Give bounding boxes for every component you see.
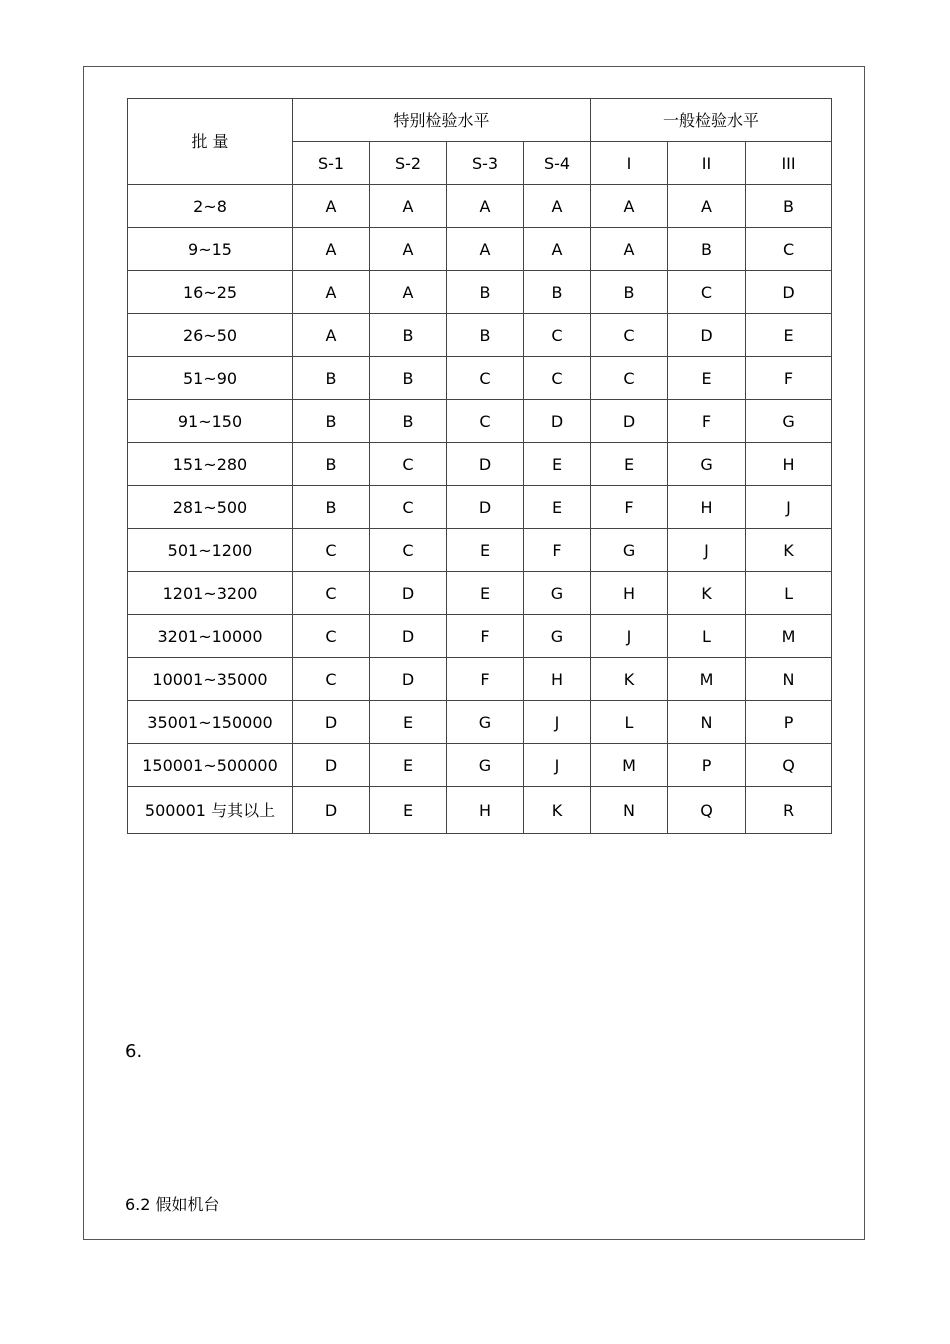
code-letter-cell: P	[668, 744, 746, 787]
code-letter-cell: A	[591, 228, 668, 271]
general-level-group-header: 一般检验水平	[591, 99, 832, 142]
code-letter-cell: D	[591, 400, 668, 443]
code-letter-cell: C	[447, 400, 524, 443]
code-letter-cell: G	[591, 529, 668, 572]
code-letter-cell: A	[293, 185, 370, 228]
code-letter-cell: A	[447, 185, 524, 228]
code-letter-cell: L	[591, 701, 668, 744]
code-letter-cell: C	[746, 228, 832, 271]
code-letter-cell: F	[591, 486, 668, 529]
code-letter-cell: B	[370, 314, 447, 357]
lot-size-cell: 1201~3200	[128, 572, 293, 615]
table-row	[128, 314, 832, 357]
code-letter-cell: H	[447, 787, 524, 834]
sampling-code-table	[127, 98, 832, 834]
code-letter-cell: B	[447, 314, 524, 357]
code-letter-cell: C	[591, 357, 668, 400]
code-letter-cell: A	[293, 314, 370, 357]
table-row	[128, 185, 832, 228]
table-row	[128, 228, 832, 271]
lot-size-cell: 281~500	[128, 486, 293, 529]
code-letter-cell: D	[746, 271, 832, 314]
code-letter-cell: J	[524, 701, 591, 744]
lot-size-cell: 3201~10000	[128, 615, 293, 658]
code-letter-cell: B	[293, 400, 370, 443]
lot-size-cell: 35001~150000	[128, 701, 293, 744]
table-row	[128, 529, 832, 572]
code-letter-cell: B	[668, 228, 746, 271]
lot-size-cell: 9~15	[128, 228, 293, 271]
code-letter-cell: M	[668, 658, 746, 701]
code-letter-cell: A	[370, 185, 447, 228]
code-letter-cell: B	[447, 271, 524, 314]
lot-size-cell: 26~50	[128, 314, 293, 357]
code-letter-cell: N	[668, 701, 746, 744]
lot-size-cell: 501~1200	[128, 529, 293, 572]
table-row	[128, 701, 832, 744]
code-letter-cell: E	[447, 529, 524, 572]
code-letter-cell: D	[370, 572, 447, 615]
code-letter-cell: C	[293, 572, 370, 615]
code-letter-cell: C	[524, 357, 591, 400]
code-letter-cell: E	[524, 443, 591, 486]
lot-size-header: 批 量	[128, 99, 293, 185]
code-letter-cell: C	[370, 529, 447, 572]
code-letter-cell: D	[370, 658, 447, 701]
level-header-ii: II	[668, 142, 746, 185]
lot-size-cell: 51~90	[128, 357, 293, 400]
code-letter-cell: L	[668, 615, 746, 658]
code-letter-cell: Q	[668, 787, 746, 834]
code-letter-cell: F	[524, 529, 591, 572]
code-letter-cell: F	[668, 400, 746, 443]
code-letter-cell: E	[746, 314, 832, 357]
code-letter-cell: D	[293, 701, 370, 744]
code-letter-cell: C	[293, 615, 370, 658]
code-letter-cell: A	[591, 185, 668, 228]
table-row	[128, 400, 832, 443]
code-letter-cell: A	[370, 228, 447, 271]
lot-size-cell: 10001~35000	[128, 658, 293, 701]
code-letter-cell: C	[668, 271, 746, 314]
code-letter-cell: E	[370, 701, 447, 744]
code-letter-cell: H	[668, 486, 746, 529]
lot-size-cell: 16~25	[128, 271, 293, 314]
code-letter-cell: M	[746, 615, 832, 658]
lot-size-cell: 151~280	[128, 443, 293, 486]
code-letter-cell: G	[447, 744, 524, 787]
code-letter-cell: N	[746, 658, 832, 701]
code-letter-cell: A	[370, 271, 447, 314]
code-letter-cell: A	[293, 228, 370, 271]
code-letter-cell: B	[370, 400, 447, 443]
level-header-i: I	[591, 142, 668, 185]
code-letter-cell: C	[370, 486, 447, 529]
code-letter-cell: F	[746, 357, 832, 400]
code-letter-cell: K	[746, 529, 832, 572]
code-letter-cell: C	[293, 658, 370, 701]
table-body	[128, 185, 832, 834]
lot-size-cell: 2~8	[128, 185, 293, 228]
level-header-s4: S-4	[524, 142, 591, 185]
level-header-s2: S-2	[370, 142, 447, 185]
table-row	[128, 271, 832, 314]
code-letter-cell: G	[524, 572, 591, 615]
code-letter-cell: G	[447, 701, 524, 744]
code-letter-cell: C	[591, 314, 668, 357]
lot-size-cell: 500001 与其以上	[128, 787, 293, 834]
code-letter-cell: E	[524, 486, 591, 529]
code-letter-cell: E	[591, 443, 668, 486]
code-letter-cell: H	[591, 572, 668, 615]
lot-size-cell: 91~150	[128, 400, 293, 443]
code-letter-cell: D	[668, 314, 746, 357]
table-row	[128, 572, 832, 615]
table-row	[128, 357, 832, 400]
code-letter-cell: C	[293, 529, 370, 572]
code-letter-cell: A	[524, 185, 591, 228]
code-letter-cell: A	[668, 185, 746, 228]
table-row	[128, 744, 832, 787]
code-letter-cell: E	[447, 572, 524, 615]
code-letter-cell: F	[447, 615, 524, 658]
table-row	[128, 615, 832, 658]
code-letter-cell: D	[524, 400, 591, 443]
table-row	[128, 486, 832, 529]
code-letter-cell: B	[524, 271, 591, 314]
code-letter-cell: H	[524, 658, 591, 701]
code-letter-cell: M	[591, 744, 668, 787]
code-letter-cell: B	[293, 357, 370, 400]
code-letter-cell: D	[447, 486, 524, 529]
subsection-heading: 6.2 假如机台	[125, 1195, 220, 1214]
code-letter-cell: D	[447, 443, 524, 486]
code-letter-cell: B	[293, 486, 370, 529]
code-letter-cell: F	[447, 658, 524, 701]
level-header-s1: S-1	[293, 142, 370, 185]
code-letter-cell: E	[370, 787, 447, 834]
code-letter-cell: K	[524, 787, 591, 834]
code-letter-cell: E	[370, 744, 447, 787]
code-letter-cell: E	[668, 357, 746, 400]
code-letter-cell: A	[524, 228, 591, 271]
table-row	[128, 443, 832, 486]
code-letter-cell: C	[370, 443, 447, 486]
section-heading: 6.	[125, 1041, 143, 1062]
code-letter-cell: Q	[746, 744, 832, 787]
code-letter-cell: N	[591, 787, 668, 834]
code-letter-cell: C	[447, 357, 524, 400]
code-letter-cell: D	[293, 787, 370, 834]
code-letter-cell: J	[591, 615, 668, 658]
code-letter-cell: R	[746, 787, 832, 834]
code-letter-cell: D	[293, 744, 370, 787]
table-row	[128, 658, 832, 701]
code-letter-cell: G	[668, 443, 746, 486]
code-letter-cell: D	[370, 615, 447, 658]
special-level-group-header: 特别检验水平	[293, 99, 591, 142]
code-letter-cell: B	[591, 271, 668, 314]
code-letter-cell: K	[591, 658, 668, 701]
code-letter-cell: A	[447, 228, 524, 271]
code-letter-cell: J	[746, 486, 832, 529]
code-letter-cell: A	[293, 271, 370, 314]
code-letter-cell: J	[524, 744, 591, 787]
code-letter-cell: B	[746, 185, 832, 228]
code-letter-cell: C	[524, 314, 591, 357]
level-header-s3: S-3	[447, 142, 524, 185]
code-letter-cell: B	[370, 357, 447, 400]
level-header-iii: III	[746, 142, 832, 185]
code-letter-cell: L	[746, 572, 832, 615]
lot-size-cell: 150001~500000	[128, 744, 293, 787]
code-letter-cell: H	[746, 443, 832, 486]
code-letter-cell: P	[746, 701, 832, 744]
code-letter-cell: G	[746, 400, 832, 443]
code-letter-cell: G	[524, 615, 591, 658]
code-letter-cell: J	[668, 529, 746, 572]
code-letter-cell: B	[293, 443, 370, 486]
table-row	[128, 787, 832, 834]
code-letter-cell: K	[668, 572, 746, 615]
